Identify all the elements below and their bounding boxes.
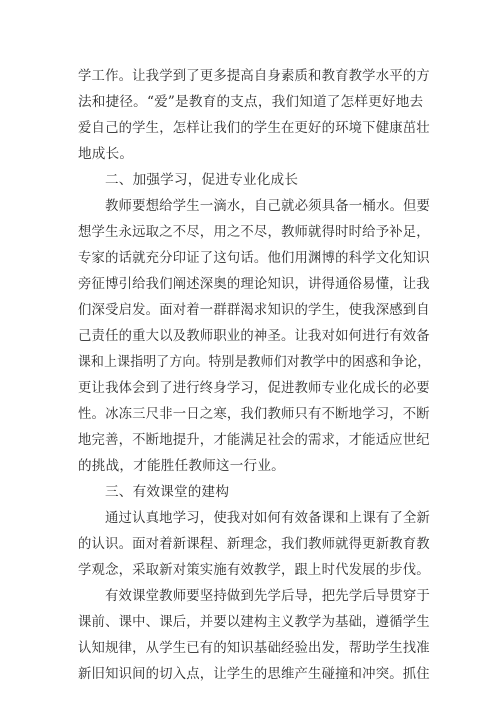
paragraph-line: 有效课堂教师要坚持做到先学后导，把先学后导贯穿于 (105, 588, 431, 604)
paragraph-line: 旁征博引给我们阐述深奥的理论知识，讲得通俗易懂，让我 (78, 276, 430, 292)
paragraph-line: 学工作。让我学到了更多提高自身素质和教育教学水平的方 (78, 68, 430, 84)
section-heading: 二、加强学习，促进专业化成长 (105, 172, 299, 188)
paragraph-line: 们深受启发。面对着一群群渴求知识的学生，使我深感到自 (78, 302, 430, 318)
paragraph-line: 通过认真地学习，使我对如何有效备课和上课有了全新 (105, 510, 431, 526)
paragraph-line: 地成长。 (78, 146, 134, 162)
paragraph-line: 法和捷径。“爱”是教育的支点，我们知道了怎样更好地去 (78, 94, 424, 110)
paragraph-line: 爱自己的学生，怎样让我们的学生在更好的环境下健康茁壮 (78, 120, 430, 136)
paragraph-line: 的挑战，才能胜任教师这一行业。 (78, 458, 285, 474)
paragraph-line: 教师要想给学生一滴水，自己就必须具备一桶水。但要 (105, 198, 431, 214)
paragraph-line: 学观念，采取新对策实施有效教学，跟上时代发展的步伐。 (78, 562, 430, 578)
paragraph-line: 课前、课中、课后，并要以建构主义教学为基础，遵循学生 (78, 614, 430, 630)
paragraph-line: 想学生永远取之不尽，用之不尽，教师就得时时给予补足， (78, 224, 430, 240)
paragraph-line: 新旧知识间的切入点，让学生的思维产生碰撞和冲突。抓住 (78, 666, 430, 682)
section-heading: 三、有效课堂的建构 (105, 484, 230, 500)
paragraph-line: 更让我体会到了进行终身学习，促进教师专业化成长的必要 (78, 380, 430, 396)
paragraph-line: 的认识。面对着新课程、新理念，我们教师就得更新教育教 (78, 536, 430, 552)
paragraph-line: 地完善，不断地提升，才能满足社会的需求，才能适应世纪 (78, 432, 430, 448)
paragraph-line: 专家的话就充分印证了这句话。他们用渊博的科学文化知识 (78, 250, 430, 266)
paragraph-line: 己责任的重大以及教师职业的神圣。让我对如何进行有效备 (78, 328, 430, 344)
paragraph-line: 性。冰冻三尺非一日之寒，我们教师只有不断地学习，不断 (78, 406, 430, 422)
paragraph-line: 认知规律，从学生已有的知识基础经验出发，帮助学生找准 (78, 640, 430, 656)
paragraph-line: 课和上课指明了方向。特别是教师们对教学中的困惑和争论， (78, 354, 431, 370)
